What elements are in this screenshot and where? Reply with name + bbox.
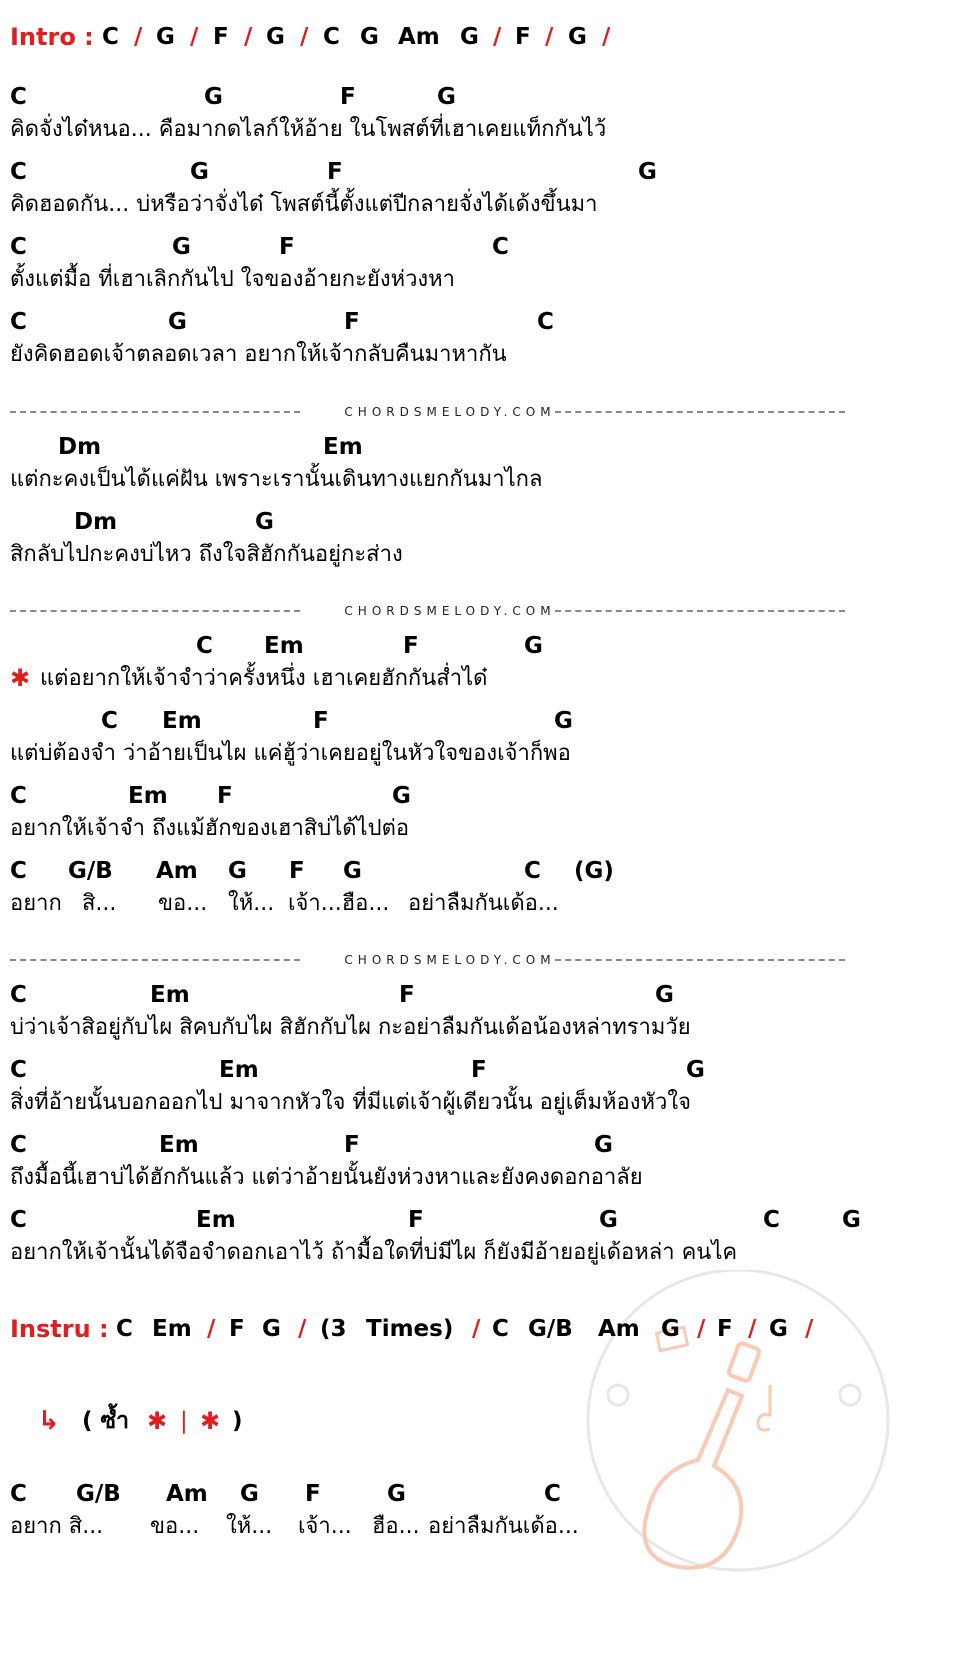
lyric: แต่บ่ต้องจำ ว่าอ้ายเป็นไผ แค่ฮู้ว่าเคยอยู่ในหัวใจของเจ้าก็พอ: [10, 741, 571, 766]
chord: G/B: [68, 858, 113, 884]
lyric: แต่อยากให้เจ้าจำว่าครั้งหนึ่ง เฮาเคยฮักกันส่ำได๋: [40, 666, 488, 691]
lyric: ให้...: [226, 1514, 273, 1539]
section-divider: [10, 952, 890, 968]
lyric: ยังคิดฮอดเจ้าตลอดเวลา อยากให้เจ้ากลับคืนมาหากัน: [10, 342, 507, 367]
chord: F: [289, 858, 305, 884]
chord: C: [10, 982, 27, 1008]
lyric: บ่ว่าเจ้าสิอยู่กับไผ สิคบกับไผ สิฮักกับไผ กะอย่าลืมกันเด้อน้องหล่าทรามวัย: [10, 1015, 691, 1040]
chord: Em: [323, 434, 363, 460]
repeat-open: ( ซ้ำ: [82, 1408, 130, 1434]
lyric: อยากให้เจ้านั้นได้จือจำดอกเอาไว้ ถ้ามื้อใดที่บ่มีไผ ก็ยังมีอ้ายอยู่เด้อหล่า คนไค: [10, 1240, 738, 1265]
chord: C: [492, 234, 509, 260]
chord: G: [204, 84, 223, 110]
chord: G: [769, 1316, 788, 1342]
chord: C: [763, 1207, 780, 1233]
bar-slash: /: [300, 24, 309, 50]
lyric: สิ่งที่อ้ายนั้นบอกออกไป มาจากหัวใจ ที่มีแต่เจ้าผู้เดียวนั้น อยู่เต็มห้องหัวใจ: [10, 1090, 691, 1115]
chord: G: [661, 1316, 680, 1342]
lyric: อย่าลืมกันเด้อ...: [428, 1514, 579, 1539]
lyric: เจ้า...ฮือ...: [288, 891, 390, 916]
chord: Am: [398, 24, 440, 50]
chorus-asterisk-icon: ✱: [147, 1407, 168, 1435]
bar-slash: /: [545, 24, 554, 50]
chord: F: [279, 234, 295, 260]
chord: Dm: [58, 434, 102, 460]
lyric: ฮือ...: [372, 1514, 420, 1539]
chord: G: [266, 24, 285, 50]
divider-text: CHORDSMELODY.COM: [344, 405, 556, 419]
chord: G: [168, 309, 187, 335]
chord: C: [492, 1316, 509, 1342]
chord: C: [10, 234, 27, 260]
chord: G: [437, 84, 456, 110]
chord: G: [568, 24, 587, 50]
bar-slash: /: [244, 24, 253, 50]
section-divider: [10, 603, 890, 619]
chord: Am: [156, 858, 198, 884]
lyric: อยาก: [10, 891, 62, 916]
chord: G: [842, 1207, 861, 1233]
chord: F: [717, 1316, 733, 1342]
chorus-asterisk-icon: ✱: [10, 664, 31, 692]
chord: F: [327, 159, 343, 185]
chorus-asterisk-icon: ✱: [200, 1407, 221, 1435]
chord: C: [10, 159, 27, 185]
chord: F: [471, 1057, 487, 1083]
chord: F: [313, 708, 329, 734]
bar-slash: /: [207, 1316, 216, 1342]
lyric: อยาก สิ...: [10, 1514, 104, 1539]
chord: C: [537, 309, 554, 335]
lyric: ให้...: [228, 891, 275, 916]
instru-label: Instru :: [10, 1315, 109, 1343]
lyric: เจ้า...: [298, 1514, 352, 1539]
chord: G: [524, 633, 543, 659]
lyric: คิดจั่งได๋หนอ... คือมากดไลก์ให้อ้าย ในโพสต์ที่เฮาเคยแท็กกันไว้: [10, 117, 607, 142]
lyric: แต่กะคงเป็นได้แค่ฝัน เพราะเรานั้นเดินทางแยกกันมาไกล: [10, 467, 543, 492]
bar-slash: /: [134, 24, 143, 50]
bar-slash: /: [472, 1316, 481, 1342]
chord: C: [10, 1207, 27, 1233]
chord: G: [460, 24, 479, 50]
return-arrow-icon: ↳: [38, 1406, 60, 1436]
chord: F: [344, 309, 360, 335]
bar-slash: /: [602, 24, 611, 50]
chord: G: [554, 708, 573, 734]
bar-slash: /: [493, 24, 502, 50]
chord: C: [10, 309, 27, 335]
chord: G/B: [76, 1481, 121, 1507]
chord: C: [323, 24, 340, 50]
chord: F: [213, 24, 229, 50]
chord: G: [599, 1207, 618, 1233]
bar-slash: /: [805, 1316, 814, 1342]
repeat-separator: |: [180, 1408, 188, 1434]
chord: G: [343, 858, 362, 884]
lyric: ตั้งแต่มื้อ ที่เฮาเลิกกันไป ใจของอ้ายกะยังห่วงหา: [10, 267, 456, 292]
chord: C: [10, 1481, 27, 1507]
chord: F: [408, 1207, 424, 1233]
lyric: อย่าลืมกันเด้อ...: [408, 891, 559, 916]
chord: Em: [128, 783, 168, 809]
chord: G: [262, 1316, 281, 1342]
chord: C: [524, 858, 541, 884]
chord: G: [387, 1481, 406, 1507]
chord: F: [340, 84, 356, 110]
bar-slash: /: [748, 1316, 757, 1342]
chord: G: [594, 1132, 613, 1158]
chord: F: [399, 982, 415, 1008]
chord: G: [190, 159, 209, 185]
chord: G/B: [528, 1316, 573, 1342]
chord: C: [116, 1316, 133, 1342]
chord: Am: [598, 1316, 640, 1342]
chord: F: [229, 1316, 245, 1342]
chord: G: [240, 1481, 259, 1507]
chord: Em: [150, 982, 190, 1008]
chord: G: [655, 982, 674, 1008]
chord: F: [217, 783, 233, 809]
chord: C: [544, 1481, 561, 1507]
bar-slash: /: [697, 1316, 706, 1342]
bar-slash: /: [190, 24, 199, 50]
chord: F: [305, 1481, 321, 1507]
chord: Em: [152, 1316, 192, 1342]
lyric: สิกลับไปกะคงบ่ไหว ถึงใจสิฮักกันอยู่กะส่าง: [10, 542, 403, 567]
lyric: ขอ...: [150, 1514, 200, 1539]
chord: G: [255, 509, 274, 535]
bar-slash: /: [298, 1316, 307, 1342]
chord: Dm: [74, 509, 118, 535]
chord: Em: [219, 1057, 259, 1083]
chord: C: [196, 633, 213, 659]
chord: C: [10, 84, 27, 110]
divider-text: CHORDSMELODY.COM: [344, 953, 556, 967]
divider-text: CHORDSMELODY.COM: [344, 604, 556, 618]
chord: F: [403, 633, 419, 659]
chord: G: [392, 783, 411, 809]
chord: C: [10, 1057, 27, 1083]
chord: Em: [264, 633, 304, 659]
lyric: คิดฮอดกัน... บ่หรือว่าจั่งได๋ โพสต์นี้ตั้งแต่ปีกลายจั่งได้เด้งขึ้นมา: [10, 192, 598, 217]
chord: G: [638, 159, 657, 185]
lyric: สิ...: [82, 891, 117, 916]
repeat-close: ): [232, 1408, 243, 1434]
chord: C: [10, 1132, 27, 1158]
chord: F: [515, 24, 531, 50]
chord: F: [344, 1132, 360, 1158]
chord: G: [686, 1057, 705, 1083]
chord: Am: [166, 1481, 208, 1507]
chord: Times): [366, 1316, 454, 1342]
chord: C: [102, 24, 119, 50]
intro-label: Intro :: [10, 23, 94, 51]
chord: C: [101, 708, 118, 734]
chord: G: [228, 858, 247, 884]
chord: (3: [320, 1316, 347, 1342]
lyric: ถึงมื้อนี้เฮาบ่ได้ฮักกันแล้ว แต่ว่าอ้ายนั้นยังห่วงหาและยังคงดอกอาลัย: [10, 1165, 643, 1190]
chord: Em: [196, 1207, 236, 1233]
chord: (G): [574, 858, 614, 884]
chord: Em: [162, 708, 202, 734]
chord: C: [10, 858, 27, 884]
lyric: ขอ...: [158, 891, 208, 916]
chord: G: [360, 24, 379, 50]
chord: Em: [159, 1132, 199, 1158]
chord: C: [10, 783, 27, 809]
chord: G: [156, 24, 175, 50]
lyric: อยากให้เจ้าจำ ถึงแม้ฮักของเฮาสิบ่ได้ไปต่อ: [10, 816, 410, 841]
chord: G: [172, 234, 191, 260]
section-divider: [10, 404, 890, 420]
